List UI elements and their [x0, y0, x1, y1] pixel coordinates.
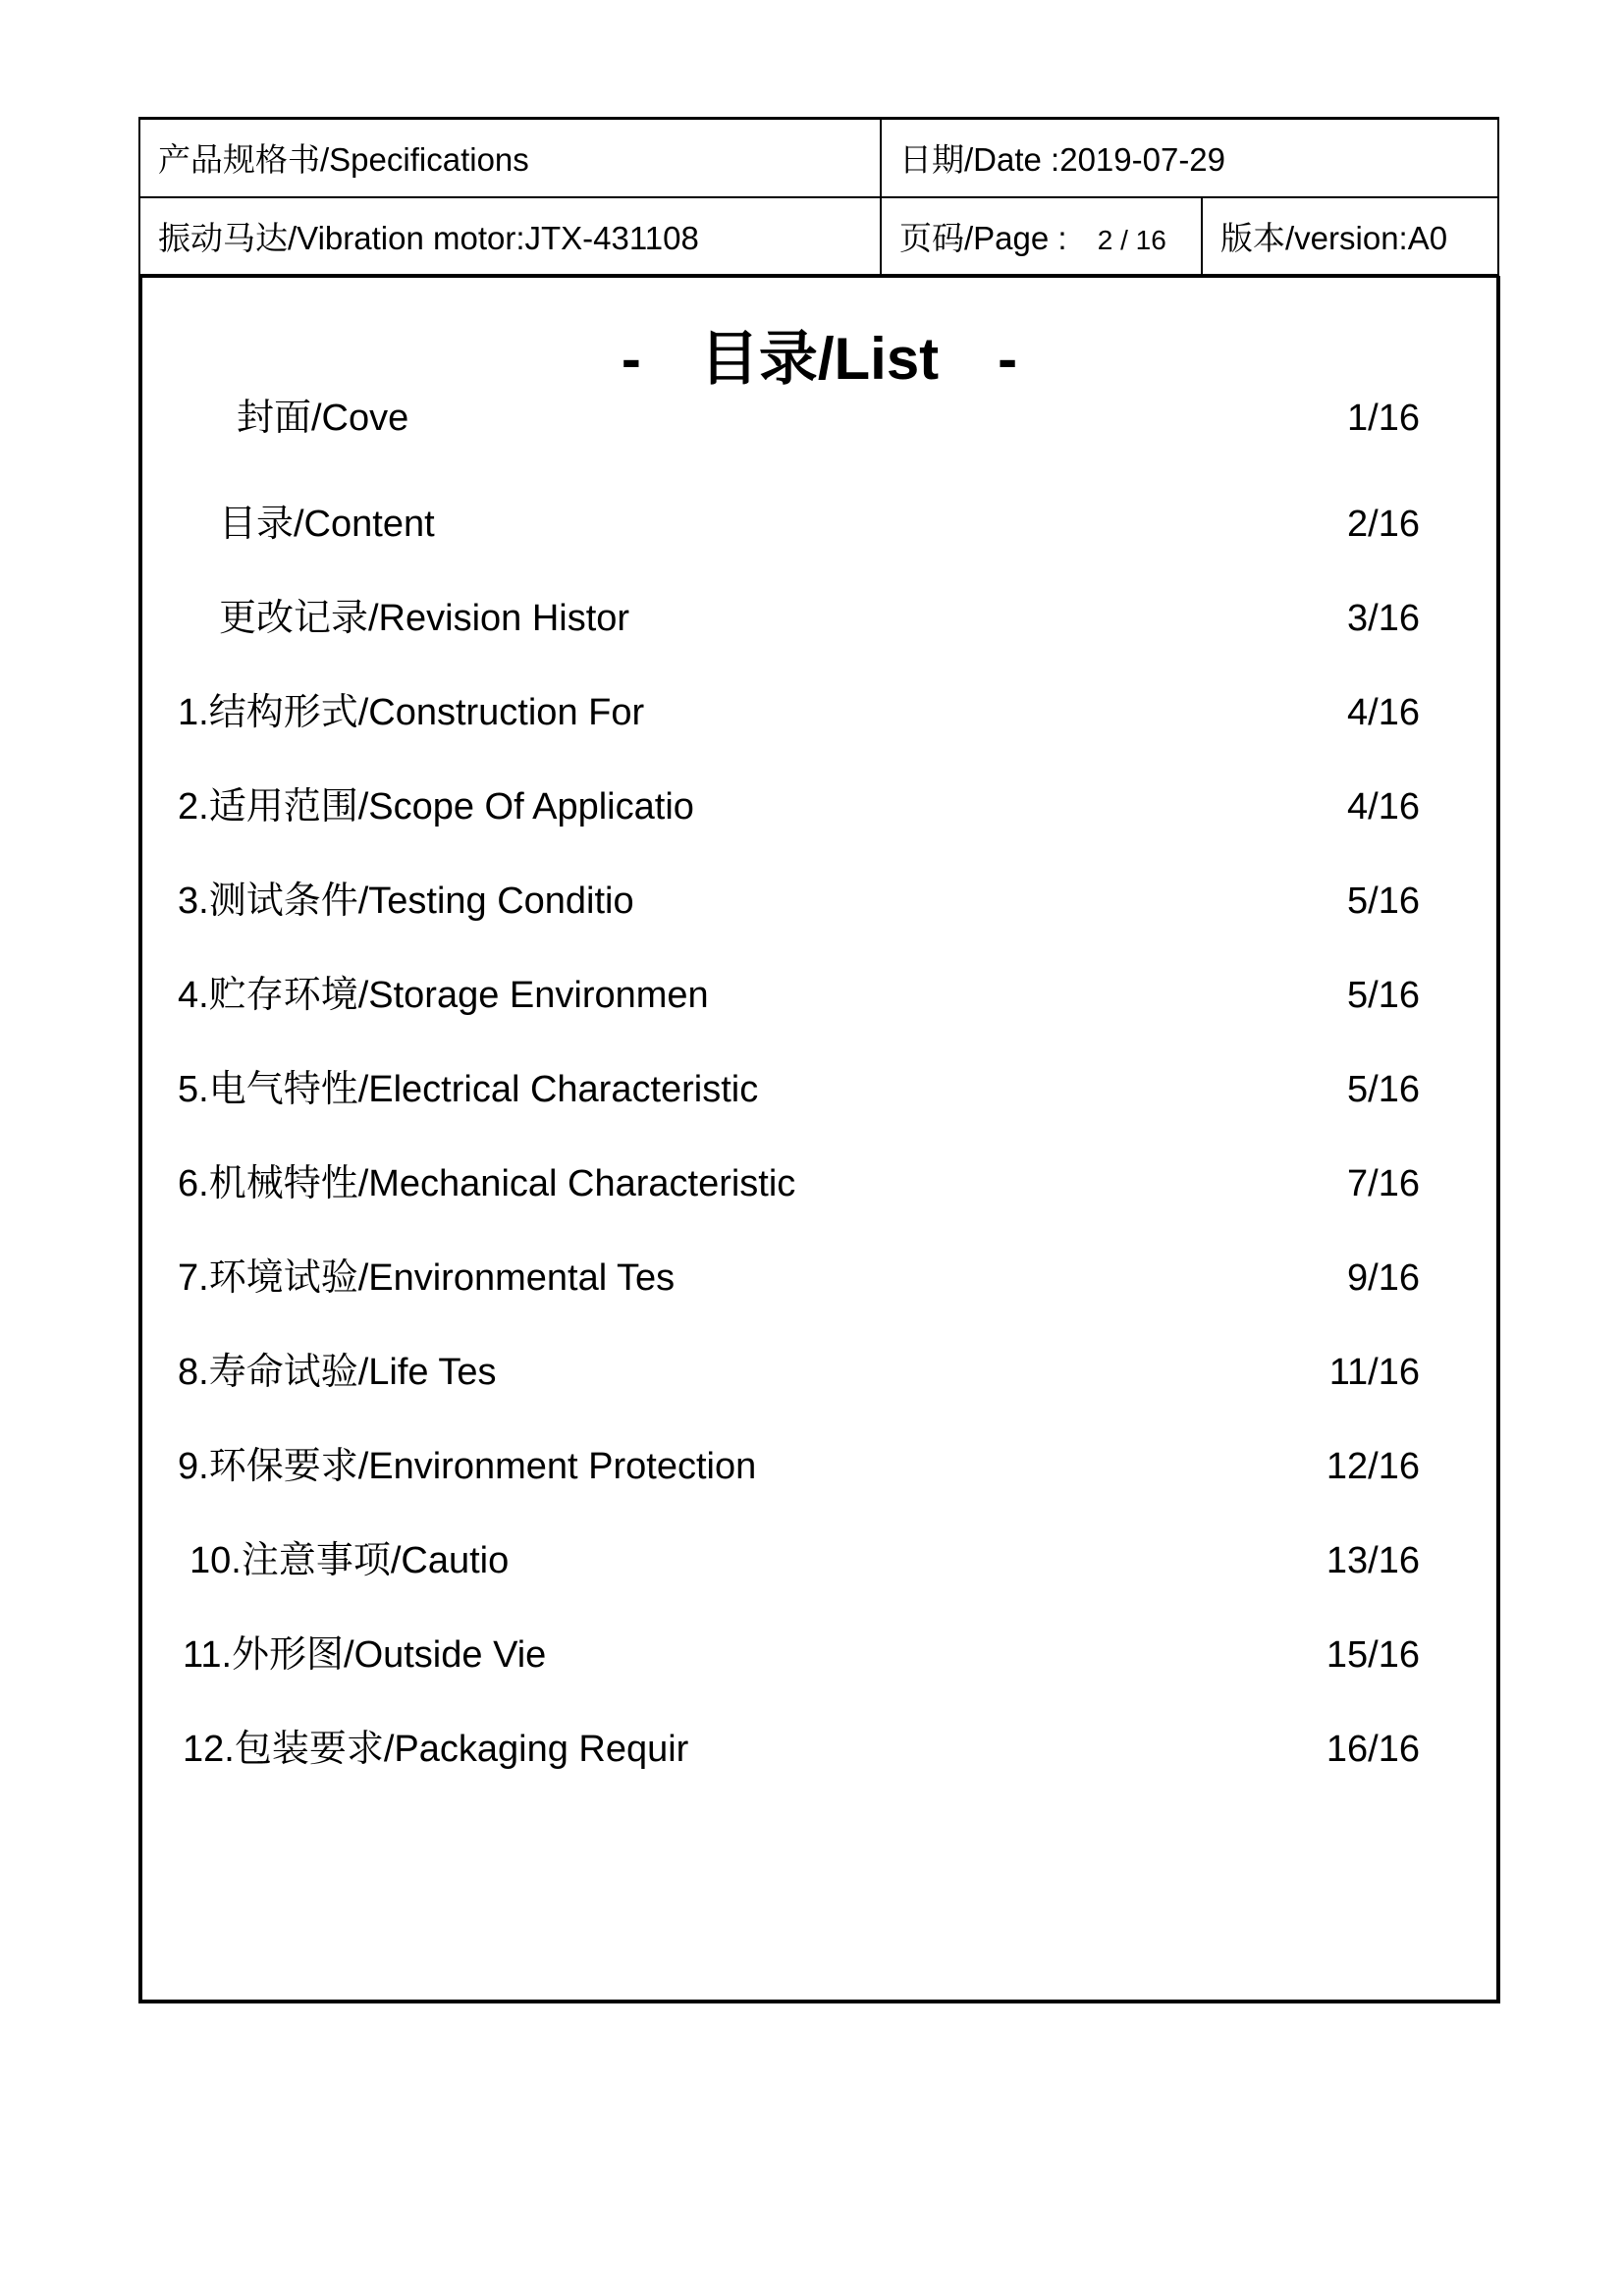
toc-row — [142, 394, 1496, 443]
toc-row — [142, 1348, 1496, 1397]
toc-page: 1/16 — [1347, 398, 1420, 439]
toc-label: 6.机械特性/Mechanical Characteristic — [178, 1163, 796, 1204]
toc-page: 11/16 — [1328, 1352, 1420, 1393]
toc-row — [142, 1536, 1496, 1585]
toc-page: 5/16 — [1347, 881, 1420, 922]
toc-page: 5/16 — [1347, 1069, 1420, 1110]
toc-label: 5.电气特性/Electrical Characteristic — [178, 1069, 759, 1110]
product-label: 振动马达/Vibration motor:JTX-431108 — [158, 220, 699, 257]
doc-type-label: 产品规格书/Specifications — [158, 140, 529, 178]
date-label: 日期/Date :2019-07-29 — [899, 140, 1226, 178]
product-cell — [139, 197, 881, 277]
date-cell — [881, 118, 1498, 197]
toc-label: 1.结构形式/Construction For — [178, 692, 645, 733]
toc-row — [142, 971, 1496, 1020]
page-value: 2 / 16 — [1097, 225, 1166, 256]
toc-page: 3/16 — [1347, 598, 1420, 639]
toc-row — [142, 782, 1496, 831]
header-table — [138, 117, 1499, 277]
toc-label: 封面/Cove — [237, 398, 409, 439]
toc-row — [142, 1159, 1496, 1208]
list-title — [142, 325, 1496, 394]
doc-type-cell — [139, 118, 881, 197]
toc-label: 8.寿命试验/Life Tes — [178, 1352, 497, 1393]
list-title-text: 目录/List — [699, 326, 940, 392]
toc-label: 3.测试条件/Testing Conditio — [178, 881, 634, 922]
toc-label: 2.适用范围/Scope Of Applicatio — [178, 786, 694, 828]
toc-page: 12/16 — [1326, 1446, 1420, 1487]
toc-label: 12.包装要求/Packaging Requir — [183, 1729, 689, 1770]
toc-label: 10.注意事项/Cautio — [189, 1540, 510, 1581]
toc-row — [142, 594, 1496, 643]
toc-page: 4/16 — [1347, 692, 1420, 733]
toc-row — [142, 1442, 1496, 1491]
header-row-2 — [139, 197, 1498, 277]
list-title-left-dash: - — [621, 326, 641, 392]
toc-label: 11.外形图/Outside Vie — [183, 1634, 547, 1676]
toc-row — [142, 1725, 1496, 1774]
toc-label: 更改记录/Revision Histor — [219, 598, 630, 639]
toc-page: 9/16 — [1347, 1257, 1420, 1299]
page-label: 页码/Page : — [899, 220, 1067, 257]
toc-page: 13/16 — [1326, 1540, 1420, 1581]
toc-page: 4/16 — [1347, 786, 1420, 828]
toc-row — [142, 877, 1496, 926]
toc-page: 7/16 — [1347, 1163, 1420, 1204]
toc-page: 5/16 — [1347, 975, 1420, 1016]
toc-page: 2/16 — [1347, 504, 1420, 545]
version-cell — [1202, 197, 1498, 277]
toc-row — [142, 688, 1496, 737]
toc-row — [142, 1065, 1496, 1114]
version-label: 版本/version:A0 — [1220, 220, 1448, 257]
toc-page: 15/16 — [1326, 1634, 1420, 1676]
toc-page: 16/16 — [1326, 1729, 1420, 1770]
toc-label: 9.环保要求/Environment Protection — [178, 1446, 757, 1487]
toc-label: 4.贮存环境/Storage Environmen — [178, 975, 709, 1016]
toc-row — [142, 1630, 1496, 1680]
header-top-rule — [138, 117, 1497, 120]
content-box — [138, 276, 1500, 2003]
header-row-1 — [139, 118, 1498, 197]
toc-label: 目录/Content — [219, 504, 435, 545]
toc-label: 7.环境试验/Environmental Tes — [178, 1257, 676, 1299]
toc-row — [142, 1254, 1496, 1303]
toc-row — [142, 500, 1496, 549]
page-cell — [881, 197, 1202, 277]
list-title-right-dash: - — [998, 326, 1018, 392]
